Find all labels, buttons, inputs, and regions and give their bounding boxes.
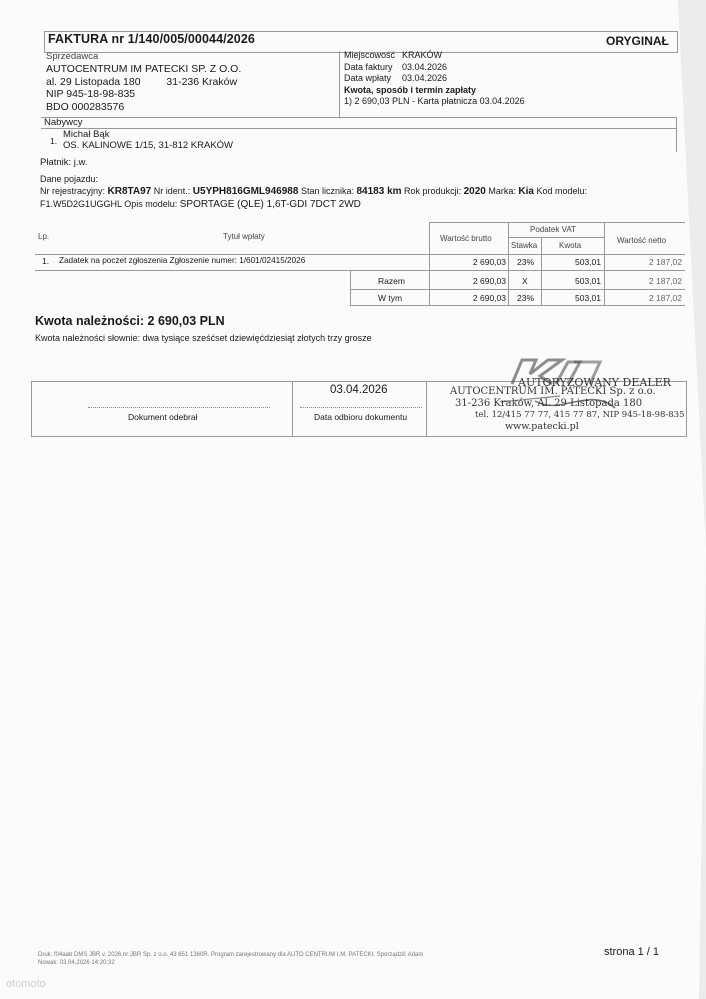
- seller-label: Sprzedawca: [46, 51, 99, 62]
- total-label: Razem: [378, 276, 405, 286]
- buyer-marker: 1.: [50, 136, 58, 146]
- invoice-date-label: Data faktury: [344, 61, 393, 72]
- amount-due-value: 2 690,03 PLN: [147, 314, 225, 328]
- row-net: 2 187,02: [648, 257, 682, 267]
- stamp-line-2: AUTOCENTRUM IM. PATECKI Sp. z o.o.: [450, 386, 656, 397]
- row-title: Zadatek na poczet zgłoszenia Zgłoszenie numer: 1/601/02415/2026: [59, 256, 306, 265]
- in-that-rate: 23%: [517, 293, 535, 303]
- total-rate: X: [522, 276, 528, 286]
- header-divider: [339, 51, 340, 117]
- total-net: 2 187,02: [648, 276, 682, 286]
- vat-group-line: [508, 237, 604, 238]
- model-desc-label: Opis modelu:: [124, 199, 178, 209]
- buyer-label: Nabywcy: [44, 117, 83, 128]
- th-lp: Lp.: [38, 232, 50, 241]
- amount-due-label: Kwota należności:: [35, 314, 145, 328]
- th-title: Tytuł wpłaty: [223, 232, 265, 241]
- seller-bdo: BDO 000283576: [46, 100, 125, 113]
- total-vat: 503,01: [575, 276, 601, 286]
- seller-address: [46, 76, 241, 88]
- signature-divider-1: [292, 381, 293, 436]
- place-label: Miejscowość: [344, 50, 396, 60]
- col-net-left: [604, 222, 605, 305]
- year-value: 2020: [463, 186, 486, 197]
- th-net: Wartość netto: [617, 236, 667, 245]
- model-code-value: F1.W5D2G1UGGHL: [40, 199, 122, 209]
- total-line: [350, 289, 685, 290]
- amount-in-words: Kwota należności słownie: dwa tysiące sześćset dziewięćdziesiąt złotych trzy grosze: [35, 333, 372, 343]
- in-that-label: W tym: [378, 293, 403, 303]
- place-value: KRAKÓW: [402, 50, 443, 60]
- th-amount: Kwota: [559, 241, 582, 250]
- th-rate: Stawka: [511, 241, 538, 250]
- table-row-line: [35, 270, 685, 271]
- seller-nip: NIP 945-18-98-835: [46, 88, 136, 101]
- col-rate-left: [508, 222, 509, 305]
- in-that-gross: 2 690,03: [472, 293, 506, 303]
- page-number: strona 1 / 1: [604, 946, 660, 958]
- brand-value: Kia: [518, 186, 534, 197]
- stamp-line-4: tel. 12/415 77 77, 415 77 87, NIP 945-18-98-835: [475, 410, 685, 420]
- amount-due: [35, 314, 225, 328]
- payer: Płatnik: j.w.: [40, 157, 88, 168]
- original-label: ORYGINAŁ: [606, 34, 669, 48]
- row-lp: 1.: [42, 256, 50, 266]
- dealer-stamp: [440, 356, 690, 436]
- vin-label: Nr ident.:: [153, 186, 191, 196]
- th-gross: Wartość brutto: [440, 234, 492, 243]
- reg-label: Nr rejestracyjny:: [40, 186, 106, 196]
- footer-line-2: Nowak: 03.04.2026 14:20:32: [38, 960, 115, 966]
- in-that-line: [350, 305, 685, 306]
- total-gross: 2 690,03: [472, 276, 506, 286]
- payment-heading: Kwota, sposób i termin zapłaty: [344, 84, 477, 95]
- receipt-date: 03.04.2026: [330, 384, 388, 396]
- receipt-date-label: Data odbioru dokumentu: [314, 412, 408, 422]
- seller-street: al. 29 Listopada 180: [46, 75, 141, 88]
- table-header-line: [35, 254, 685, 255]
- row-gross: 2 690,03: [472, 257, 506, 267]
- vehicle-block: [40, 173, 587, 211]
- seller-block: [46, 51, 241, 113]
- invoice-title: FAKTURA nr 1/140/005/00044/2026: [48, 32, 255, 46]
- vehicle-heading: Dane pojazdu:: [40, 174, 99, 184]
- model-code-label: Kod modelu:: [536, 186, 588, 196]
- buyer-name: Michał Bąk: [63, 129, 110, 140]
- table-top-line: [429, 222, 685, 223]
- odometer-label: Stan licznika:: [300, 186, 354, 196]
- col-vat-left: [541, 237, 542, 305]
- year-label: Rok produkcji:: [404, 186, 462, 196]
- watermark: otomoto: [6, 978, 46, 990]
- seller-name: AUTOCENTRUM IM PATECKI SP. Z O.O.: [46, 63, 242, 76]
- model-desc-value: SPORTAGE (QLE) 1,6T-GDI 7DCT 2WD: [179, 199, 361, 210]
- received-label: Dokument odebrał: [128, 412, 198, 422]
- footer-line-1: Druk: f04aab DMS JBR v. 2026.nr JBR Sp. z o.o. 43 851 1360R. Program zarejestrowany dla AUTO CENTRUM I.M. PATECKI. Sporządził: Adam: [38, 952, 424, 958]
- row-vat: 503,01: [575, 257, 601, 267]
- in-that-vat: 503,01: [575, 293, 601, 303]
- col-gross-left: [429, 222, 430, 305]
- invoice-meta: [344, 50, 525, 108]
- footer-print-info: [38, 951, 423, 967]
- stamp-line-5: www.patecki.pl: [505, 421, 579, 432]
- brand-label: Marka:: [488, 186, 516, 196]
- seller-city: 31-236 Kraków: [166, 75, 238, 88]
- in-that-net: 2 187,02: [648, 293, 682, 303]
- row-rate: 23%: [517, 257, 535, 267]
- odometer-value: 84183 km: [356, 186, 402, 197]
- payment-date: 03.04.2026: [402, 73, 448, 83]
- signature-divider-2: [426, 381, 427, 436]
- summary-left: [350, 270, 351, 305]
- invoice-date: 03.04.2026: [402, 61, 448, 72]
- payment-line: 1) 2 690,03 PLN - Karta płatnicza 03.04.2026: [344, 96, 525, 106]
- vin-value: U5YPH816GML946988: [192, 186, 299, 197]
- payment-date-label: Data wpłaty: [344, 73, 392, 83]
- stamp-line-3: 31-236 Kraków, Al. 29 Listopada 180: [455, 398, 643, 409]
- buyer-address: OS. KALINOWE 1/15, 31-812 KRAKÓW: [63, 140, 234, 151]
- reg-value: KR8TA97: [107, 186, 152, 197]
- stamp-line-1: AUTORYZOWANY DEALER: [518, 376, 671, 389]
- received-signature-line: [88, 407, 270, 408]
- buyer-label-divider: [41, 128, 676, 129]
- th-vat-group: Podatek VAT: [530, 225, 576, 234]
- receipt-date-line: [300, 407, 422, 408]
